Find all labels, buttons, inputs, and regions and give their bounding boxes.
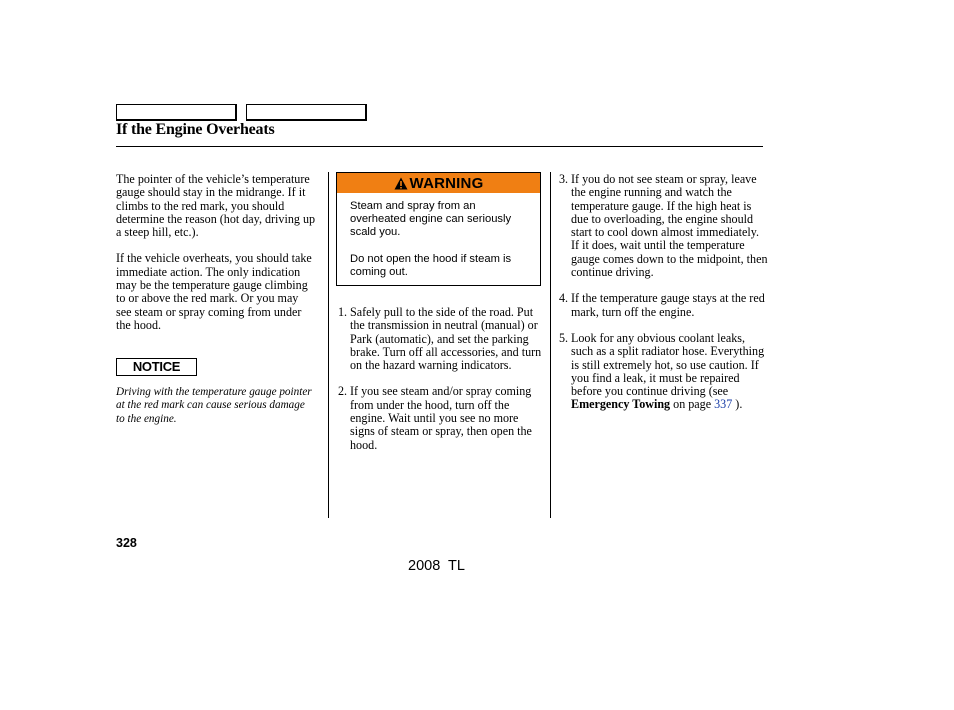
middle-column: [338, 306, 543, 452]
model-footer: 2008 TL: [408, 558, 465, 574]
on-page-text: on page: [673, 397, 712, 412]
warning-label: WARNING: [409, 174, 484, 192]
step-number: 1.: [338, 305, 348, 319]
overheat-paragraph: If the vehicle overheats, you should take immediate action. The only indication may be the temperature gauge climbing to or above the red mark. Or you may see steam or spray coming from under the hood.: [116, 251, 312, 332]
step-number: 5.: [559, 330, 569, 345]
step-5: [559, 332, 769, 412]
notice-label: NOTICE: [116, 358, 197, 376]
title-rule: [116, 146, 763, 147]
header-tab-box-1: [116, 104, 237, 121]
page-link[interactable]: 337: [714, 397, 733, 412]
step-number: 2.: [338, 384, 348, 399]
step-1: [338, 306, 543, 372]
warning-box: [336, 172, 541, 286]
step-5-text: Look for any obvious coolant leaks, such as a split radiator hose. Everything is still extremely hot, so use caution. If you find a leak, it must be repaired before you continue driving (see: [571, 330, 765, 399]
step-text: [571, 332, 769, 412]
closing-text: ).: [735, 397, 743, 412]
intro-paragraph: The pointer of the vehicle’s temperature gauge should stay in the midrange. If it climbs to the red mark, you should determine the reason (hot day, driving up a steep hill, etc.).: [116, 172, 316, 240]
column-divider-2: [550, 172, 551, 518]
warning-line-2: Do not open the hood if steam is coming out.: [350, 252, 512, 278]
step-3: [559, 173, 769, 279]
step-text: If the temperature gauge stays at the red mark, turn off the engine.: [571, 291, 765, 319]
warning-header: [337, 173, 540, 193]
column-divider-1: [328, 172, 329, 518]
page-title: If the Engine Overheats: [116, 121, 275, 138]
step-number: 3.: [559, 172, 569, 186]
header-tab-box-2: [246, 104, 367, 121]
step-2: [338, 385, 543, 451]
step-text: Safely pull to the side of the road. Put the transmission in neutral (manual) or Park (automatic), and set the parking brake. Turn off all accessories, and turn on the hazard warning indicators.: [350, 305, 542, 373]
step-number: 4.: [559, 291, 569, 306]
notice-text: [116, 386, 316, 426]
warning-triangle-icon: [394, 177, 408, 190]
warning-body: [337, 193, 540, 279]
step-4: [559, 292, 769, 319]
warning-line-1: Steam and spray from an overheated engine can seriously scald you.: [350, 200, 512, 239]
right-column: [559, 173, 769, 412]
step-text: If you see steam and/or spray coming from under the hood, turn off the engine. Wait until you see no more signs of steam or spray, then open the hood.: [350, 384, 532, 452]
step-text: If you do not see steam or spray, leave the engine running and watch the temperature gauge. If the high heat is due to overloading, the engine should start to cool down almost immediately. If it does, wait until the temperature gauge comes down to the midpoint, then continue driving.: [571, 172, 768, 280]
left-column: [116, 173, 316, 332]
notice-text-body: Driving with the temperature gauge pointer at the red mark can cause serious damage to the engine.: [116, 386, 312, 425]
emergency-towing-ref: Emergency Towing: [571, 397, 671, 412]
page-number: 328: [116, 536, 137, 550]
